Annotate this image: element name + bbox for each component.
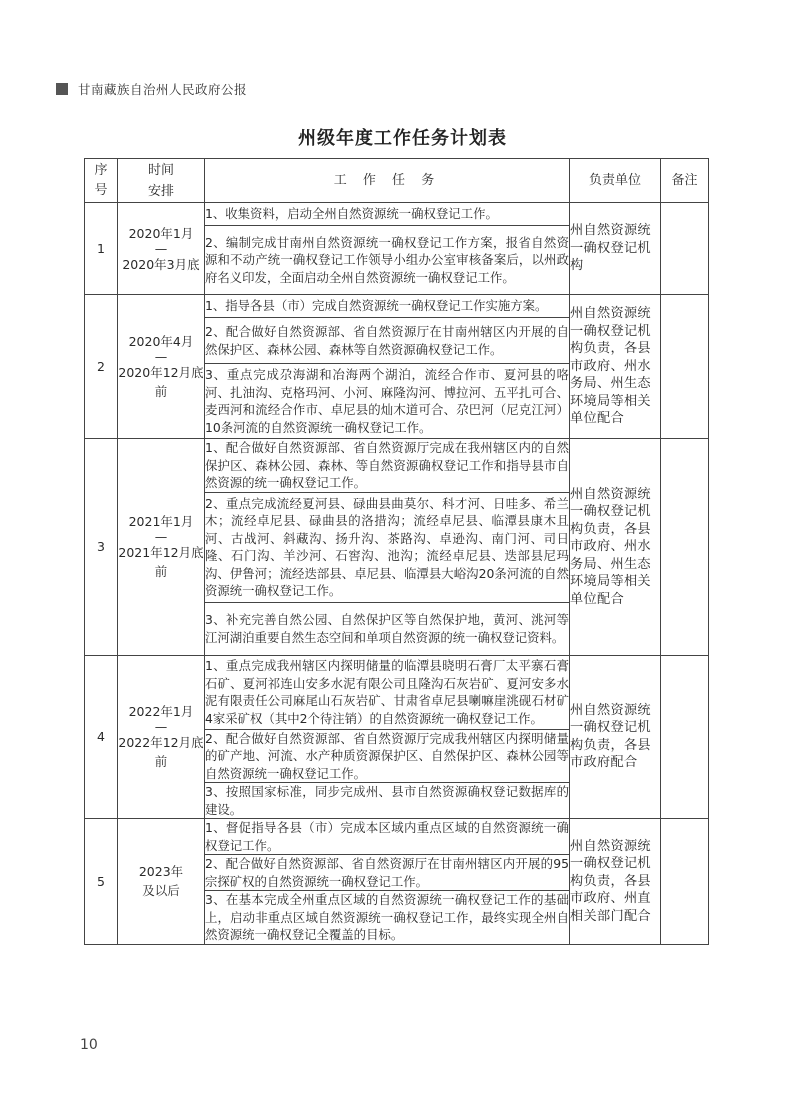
task-item: 2、编制完成甘南州自然资源统一确权登记工作方案，报省自然资源和不动产统一确权登记工作领导小组办公室审核备案后，以州政府名义印发，全面启动全州自然资源统一确权登记工作。	[205, 226, 570, 295]
note-cell	[661, 655, 709, 819]
time-dash: —	[154, 349, 168, 364]
task-item: 1、督促指导各县（市）完成本区域内重点区域的自然资源统一确权登记工作。	[205, 820, 569, 853]
row-time-range	[118, 203, 205, 295]
header-seq: 序 号	[85, 159, 118, 203]
row-time-range	[118, 439, 205, 656]
header-time: 时间 安排	[118, 159, 205, 203]
publication-name: 甘南藏族自治州人民政府公报	[78, 82, 248, 97]
row-seq-number: 5	[85, 819, 118, 945]
responsible-unit: 州自然资源统一确权登记机构负责，各县市政府、州水务局、州生态环境局等相关单位配合	[570, 439, 661, 656]
time-end: 2020年3月底	[122, 256, 200, 272]
publication-header	[56, 80, 247, 98]
responsible-unit: 州自然资源统一确权登记机构负责，各县市政府、州水务局、州生态环境局等相关单位配合	[570, 295, 661, 439]
note-cell	[661, 439, 709, 656]
header-task: 工 作 任 务	[205, 159, 570, 203]
task-item: 3、按照国家标准，同步完成州、县市自然资源确权登记数据库的建设。	[205, 784, 569, 817]
responsible-unit: 州自然资源统一确权登记机构负责，各县市政府、州直相关部门配合	[570, 819, 661, 945]
note-cell	[661, 819, 709, 945]
task-item: 2、重点完成流经夏河县、碌曲县曲莫尔、科才河、日哇多、希兰木；流经卓尼县、碌曲县的洛措沟；流经卓尼县、临潭县康木且河、古战河、斜藏沟、扬升沟、茶路沟、卓逊沟、南门河、司日隆、石门沟、羊沙河、石窖沟、池沟；流经卓尼县、迭部县尼玛沟、伊鲁河；流经迭部县、卓尼县、临潭县大峪沟20条河流的自然资源统一确权登记工作。	[205, 492, 570, 602]
task-item: 2、配合做好自然资源部、省自然资源厅在甘南州辖区内开展的95宗探矿权的自然资源统一确权登记工作。	[205, 856, 569, 889]
time-dash: —	[154, 719, 168, 735]
table-row	[85, 295, 709, 318]
task-item: 1、重点完成我州辖区内探明储量的临潭县晓明石膏厂太平寨石膏石矿、夏河祁连山安多水泥有限公司且隆沟石灰岩矿、夏河安多水泥有限责任公司麻尾山石灰岩矿、甘肃省卓尼县喇嘛崖洮砚石材矿4家采矿权（其中2个待注销）的自然资源统一确权登记工作。	[205, 655, 570, 729]
task-item: 1、指导各县（市）完成自然资源统一确权登记工作实施方案。	[205, 295, 570, 318]
time-dash: —	[154, 529, 168, 545]
task-item: 3、重点完成尕海湖和冶海两个湖泊，流经合作市、夏河县的咯河、扎油沟、克格玛河、小河、麻隆沟河、博拉河、五平扎可合、麦西河和流经合作市、卓尼县的灿木道可合、尕巴河（尼克江河）10条河流的自然资源统一确权登记工作。	[205, 364, 570, 439]
page-title: 州级年度工作任务计划表	[298, 128, 507, 149]
task-item: 1、收集资料，启动全州自然资源统一确权登记工作。	[205, 203, 570, 226]
time-start: 2021年1月	[128, 514, 194, 530]
time-dash: —	[154, 240, 168, 256]
time-end: 2021年12月底前	[118, 545, 204, 580]
time-end: 2022年12月底前	[118, 735, 204, 770]
page-number: 10	[80, 1037, 98, 1053]
table-row	[85, 439, 709, 493]
task-item: 2、配合做好自然资源部、省自然资源厅在甘南州辖区内开展的自然保护区、森林公园、森林等自然资源确权登记工作。	[205, 318, 570, 364]
time-end: 及以后	[142, 883, 180, 899]
work-plan-table	[84, 158, 709, 945]
row-seq-number: 2	[85, 295, 118, 439]
row-time-range	[118, 819, 205, 945]
row-seq-number: 3	[85, 439, 118, 656]
row-seq-number: 1	[85, 203, 118, 295]
time-start: 2023年	[138, 864, 184, 880]
time-end: 2020年12月底前	[118, 365, 204, 399]
note-cell	[661, 203, 709, 295]
table-body	[85, 203, 709, 945]
header-note: 备注	[661, 159, 709, 203]
time-start: 2020年4月	[128, 334, 194, 349]
table-row	[85, 819, 709, 855]
time-start: 2022年1月	[128, 704, 194, 720]
responsible-unit: 州自然资源统一确权登记机构负责，各县市政府配合	[570, 655, 661, 819]
row-seq-number: 4	[85, 655, 118, 819]
square-bullet-icon	[56, 83, 68, 95]
task-item: 1、配合做好自然资源部、省自然资源厅完成在我州辖区内的自然保护区、森林公园、森林、等自然资源确权登记工作和指导县市自然资源的统一确权登记工作。	[205, 440, 569, 490]
task-item: 3、补充完善自然公园、自然保护区等自然保护地，黄河、洮河等江河湖泊重要自然生态空间和单项自然资源的统一确权登记资料。	[205, 602, 570, 655]
header-responsible-unit: 负责单位	[570, 159, 661, 203]
time-start: 2020年1月	[128, 225, 194, 241]
task-item: 2、配合做好自然资源部、省自然资源厅完成我州辖区内探明储量的矿产地、河流、水产种质资源保护区、自然保护区、森林公园等自然资源统一确权登记工作。	[205, 730, 569, 781]
responsible-unit: 州自然资源统一确权登记机构	[570, 203, 661, 295]
table-row	[85, 655, 709, 729]
task-item: 3、在基本完成全州重点区域的自然资源统一确权登记工作的基础上，启动非重点区域自然资源统一确权登记工作，最终实现全州自然资源统一确权登记全覆盖的目标。	[205, 892, 569, 942]
row-time-range	[118, 295, 205, 439]
row-time-range	[118, 655, 205, 819]
table-header-row	[85, 159, 709, 203]
note-cell	[661, 295, 709, 439]
table-row	[85, 203, 709, 226]
